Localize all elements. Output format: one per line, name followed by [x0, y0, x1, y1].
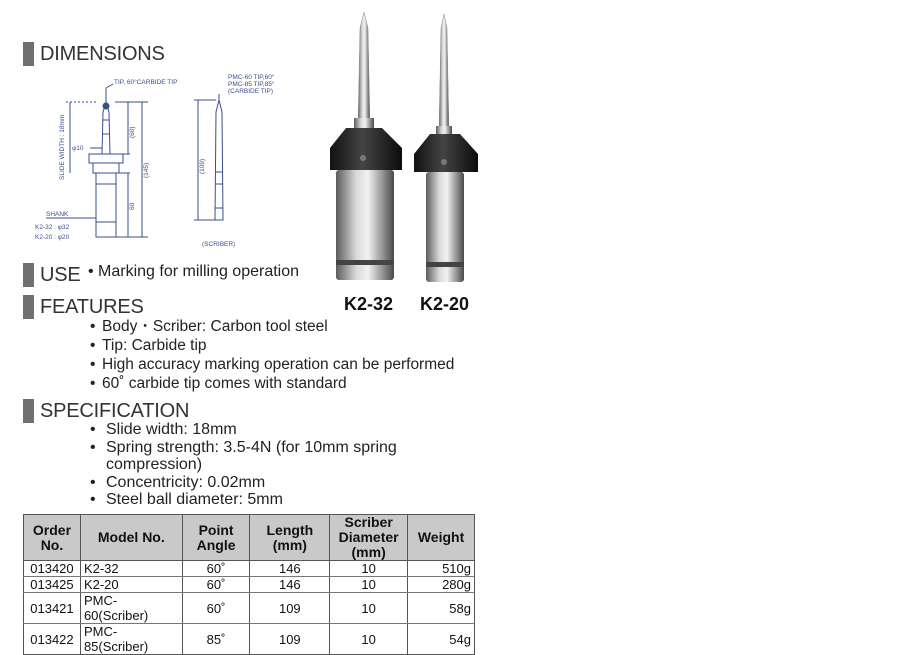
- spec-item: • Concentricity: 0.02mm: [86, 474, 456, 492]
- section-bar: [23, 42, 34, 66]
- specification-list: [86, 421, 456, 509]
- cell-model-no: K2-32: [80, 561, 182, 577]
- cell-model-no: PMC-85(Scriber): [80, 624, 182, 655]
- dim-60-bottom: 60: [129, 202, 136, 210]
- cell-weight: 58g: [408, 593, 475, 624]
- table-row: [24, 561, 475, 577]
- model-label-k220: K2-20: [420, 294, 470, 314]
- use-title: USE: [40, 263, 81, 286]
- cell-point-angle: 85˚: [182, 624, 250, 655]
- shank-k220: K2-20 : φ20: [35, 234, 70, 241]
- header-length: Length (mm): [250, 515, 330, 561]
- cell-weight: 54g: [408, 624, 475, 655]
- spec-item: • Slide width: 18mm: [86, 421, 456, 439]
- table-row: [24, 624, 475, 655]
- table-header-row: [24, 515, 475, 561]
- spec-item: • Steel ball diameter: 5mm: [86, 491, 456, 509]
- dimensions-title: DIMENSIONS: [40, 42, 165, 65]
- feature-item: • High accuracy marking operation can be performed: [88, 355, 454, 374]
- cell-point-angle: 60˚: [182, 593, 250, 624]
- cell-scriber-diameter: 10: [330, 577, 408, 593]
- specification-title: SPECIFICATION: [40, 399, 190, 422]
- shank-label: SHANK: [46, 211, 69, 218]
- table-row: [24, 593, 475, 624]
- cell-order-no: 013425: [24, 577, 81, 593]
- pmc-label-1: PMC-60 TIP,60°: [228, 74, 275, 81]
- shank-k232: K2-32 : φ32: [35, 224, 70, 231]
- use-item: • Marking for milling operation: [88, 263, 300, 280]
- header-order-no: Order No.: [24, 515, 81, 561]
- specification-heading: [23, 399, 189, 423]
- cell-order-no: 013422: [24, 624, 81, 655]
- use-heading: [23, 263, 81, 287]
- cell-weight: 510g: [408, 561, 475, 577]
- feature-item: • 60˚ carbide tip comes with standard: [88, 374, 454, 393]
- cell-order-no: 013420: [24, 561, 81, 577]
- section-bar: [23, 295, 34, 319]
- pmc-label-2: PMC-85 TIP,85°: [228, 81, 275, 88]
- tip-label: TIP, 60°CARBIDE TIP: [114, 79, 178, 86]
- model-label-k232: K2-32: [344, 294, 394, 314]
- dim-109: (109): [199, 158, 206, 174]
- product-photo: [318, 8, 498, 290]
- header-model-no: Model No.: [80, 515, 182, 561]
- header-weight: Weight: [408, 515, 475, 561]
- section-bar: [23, 263, 34, 287]
- dimensions-heading: [23, 42, 165, 66]
- cell-length: 109: [250, 624, 330, 655]
- dim-60-top: (60): [129, 126, 136, 138]
- features-title: FEATURES: [40, 295, 144, 318]
- dimension-drawing: [30, 72, 280, 252]
- pmc-label-3: (CARBIDE TIP): [228, 88, 274, 95]
- cell-point-angle: 60˚: [182, 561, 250, 577]
- cell-length: 146: [250, 561, 330, 577]
- spec-item: • Spring strength: 3.5-4N (for 10mm spring compression): [86, 439, 456, 474]
- cell-order-no: 013421: [24, 593, 81, 624]
- spec-table: [23, 514, 475, 655]
- scriber-label: (SCRIBER): [202, 241, 236, 248]
- features-list: [88, 317, 454, 393]
- cell-length: 146: [250, 577, 330, 593]
- slide-width-label: SLIDE WIDTH : 18mm: [59, 114, 66, 180]
- cell-weight: 280g: [408, 577, 475, 593]
- features-heading: [23, 295, 144, 319]
- dim-145: (145): [143, 162, 150, 178]
- cell-model-no: PMC-60(Scriber): [80, 593, 182, 624]
- phi10-label: φ10: [72, 145, 84, 152]
- cell-model-no: K2-20: [80, 577, 182, 593]
- section-bar: [23, 399, 34, 423]
- use-text: Marking for milling operation: [98, 263, 300, 280]
- feature-item: • Tip: Carbide tip: [88, 336, 454, 355]
- cell-scriber-diameter: 10: [330, 561, 408, 577]
- cell-length: 109: [250, 593, 330, 624]
- cell-point-angle: 60˚: [182, 577, 250, 593]
- header-point-angle: Point Angle: [182, 515, 250, 561]
- cell-scriber-diameter: 10: [330, 624, 408, 655]
- cell-scriber-diameter: 10: [330, 593, 408, 624]
- feature-item: • Body・Scriber: Carbon tool steel: [88, 317, 454, 336]
- header-scriber-diameter: Scriber Diameter (mm): [330, 515, 408, 561]
- table-row: [24, 577, 475, 593]
